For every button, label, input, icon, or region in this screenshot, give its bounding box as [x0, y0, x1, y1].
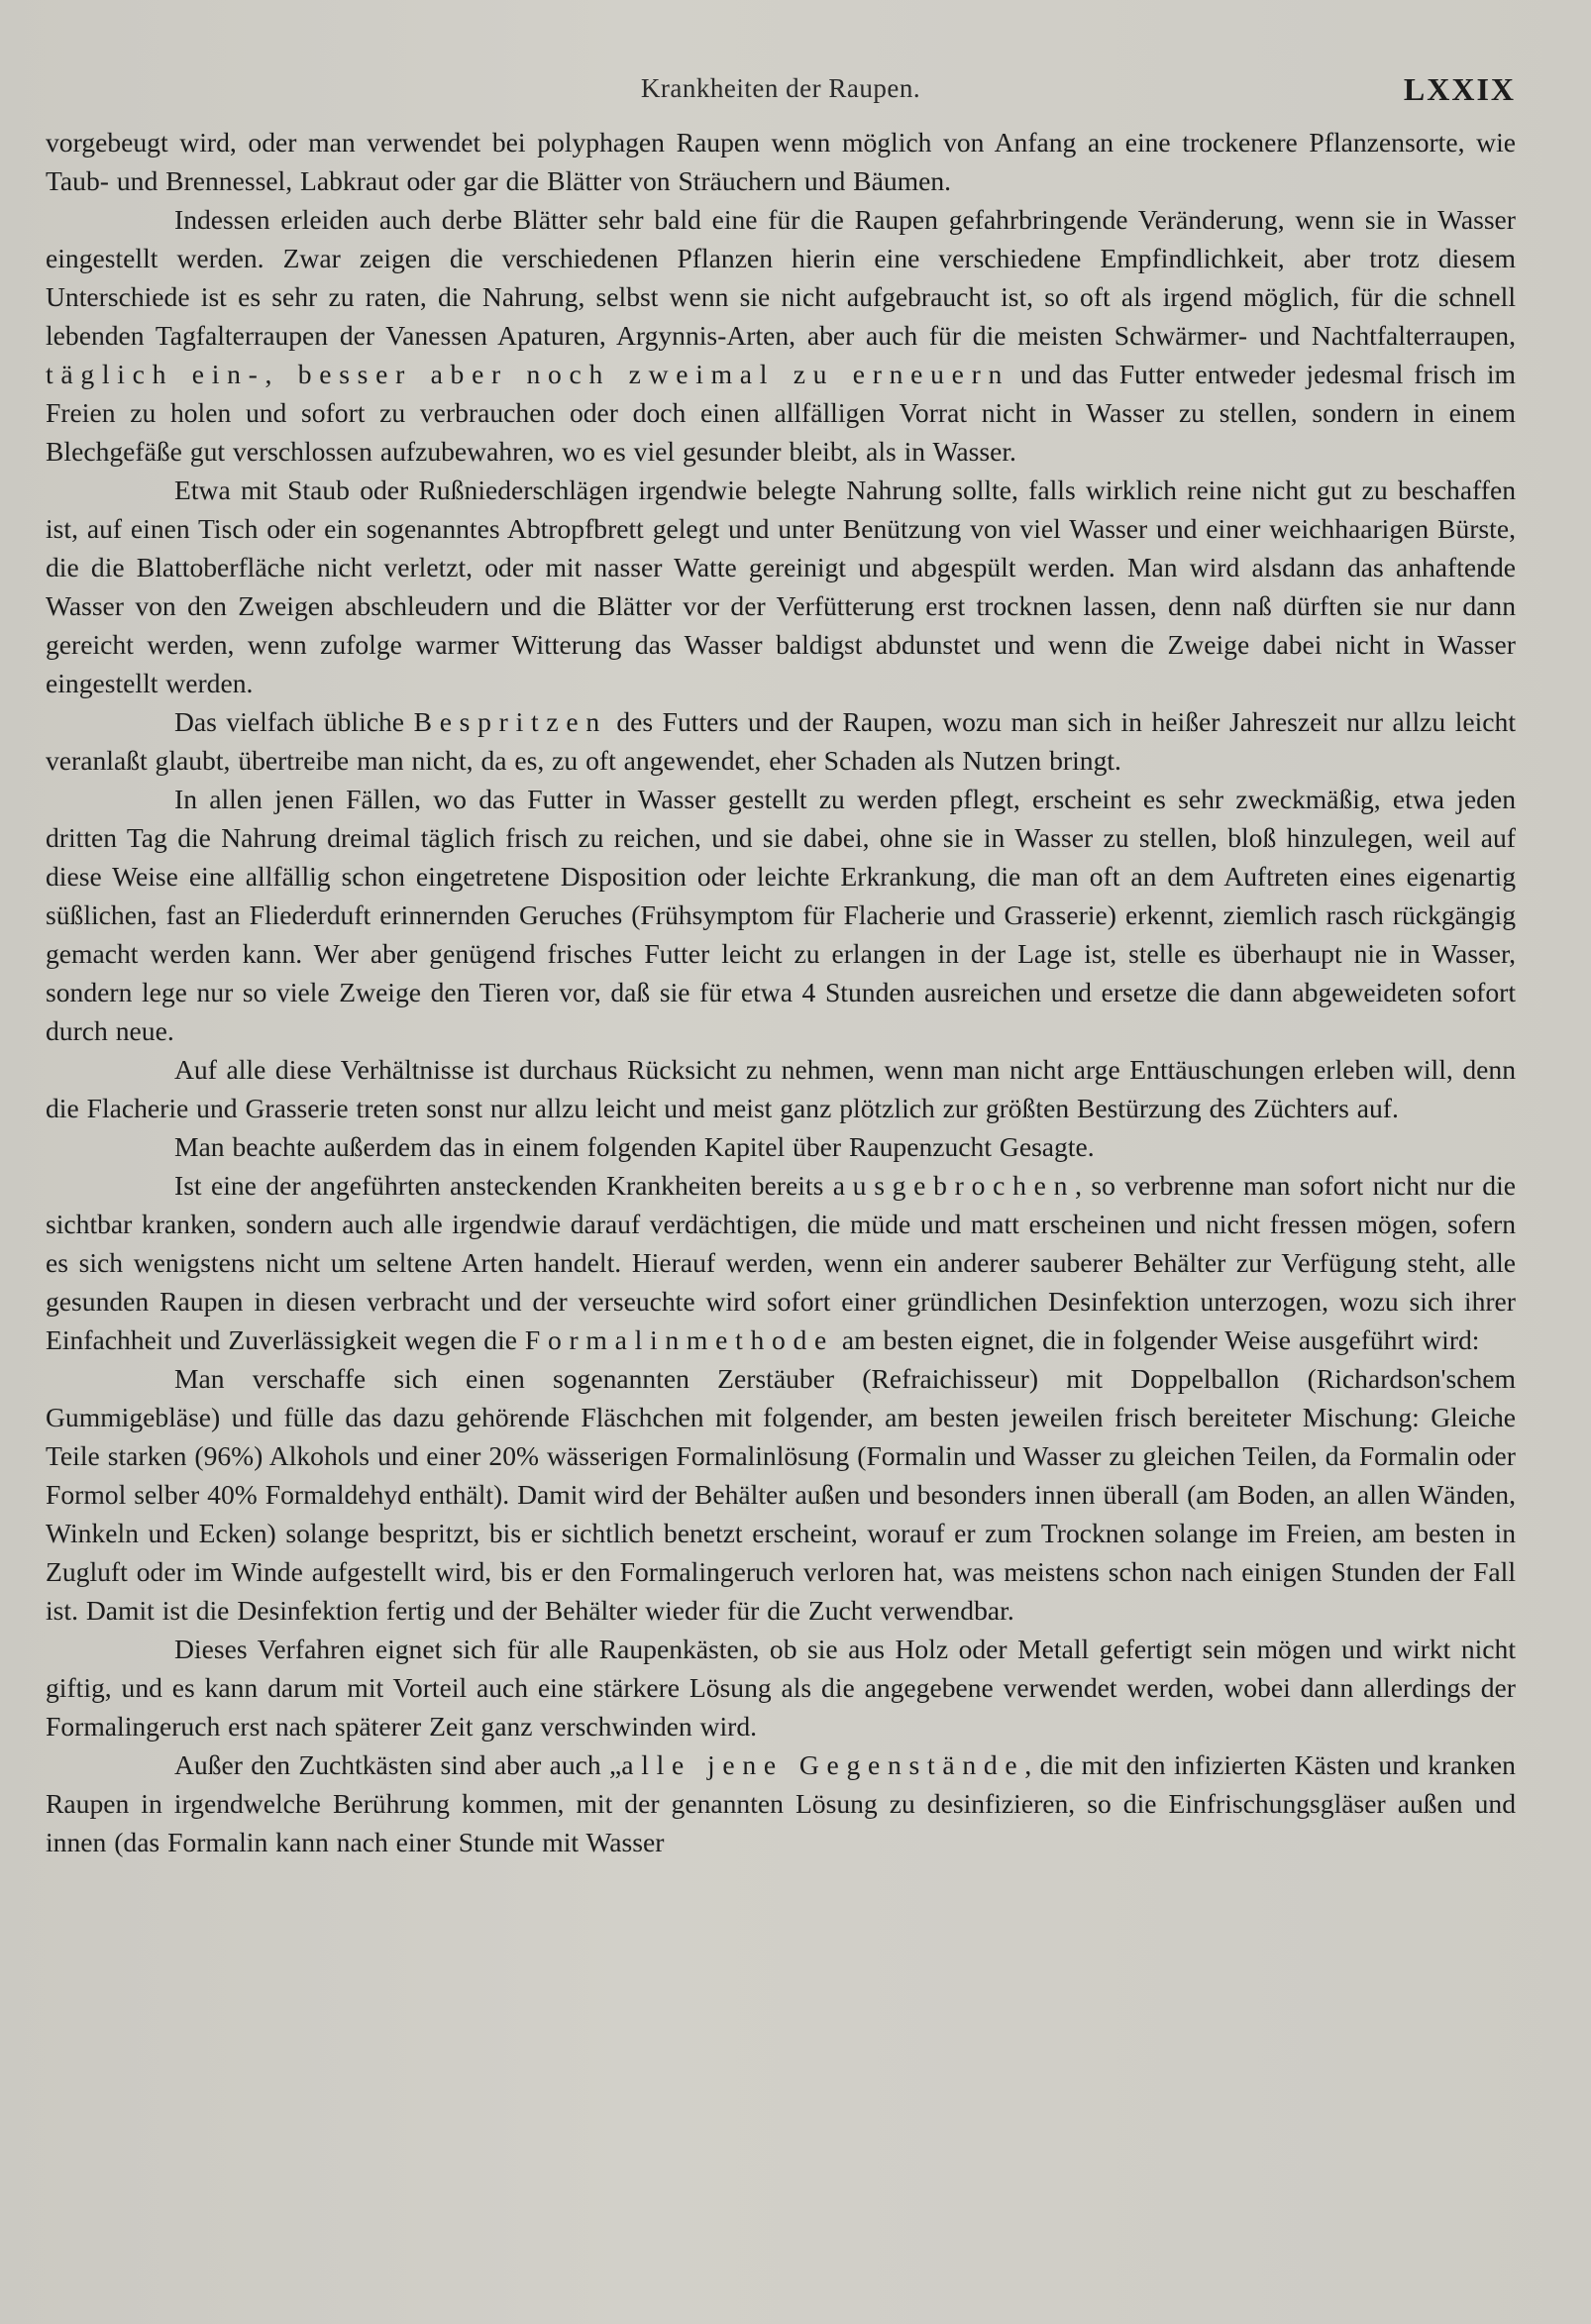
text-run: vorgebeugt wird, oder man verwendet bei polyphagen Raupen wenn möglich von Anfang an eine trockenere Pflanzensorte, wie Taub- und Brennessel, Labkraut oder gar die Blätter von Sträuchern und Bäumen.: [46, 127, 1516, 196]
text-run: Auf alle diese Verhältnisse ist durchaus Rücksicht zu nehmen, wenn man nicht arge Enttäuschungen erleben will, denn die Flacherie und Grasserie treten sonst nur allzu leicht und meist ganz plötzlich zur größten Bestürzung des Züchters auf.: [46, 1054, 1516, 1123]
text-run: des Futters und der Raupen, wozu man sich in heißer Jahreszeit nur allzu leicht veranlaßt glaubt, übertreibe man nicht, da es, zu oft angewendet, eher Schaden als Nutzen bringt.: [46, 706, 1516, 776]
paragraph: [46, 1050, 1516, 1127]
paragraph: [46, 471, 1516, 702]
text-run: In allen jenen Fällen, wo das Futter in Wasser gestellt zu werden pflegt, erscheint es sehr zweckmäßig, etwa jeden dritten Tag die Nahrung dreimal täglich frisch zu reichen, und sie dabei, ohne sie in Wasser zu stellen, bloß hinzulegen, weil auf diese Weise eine allfällig schon eingetretene Disposition oder leichte Erkrankung, die man oft an dem Auftreten eines eigenartig süßlichen, fast an Fliederduft erinnernden Geruches (Frühsymptom für Flacherie und Grasserie) erkennt, ziemlich rasch rückgängig gemacht werden kann. Wer aber genügend frisches Futter leicht zu erlangen in der Lage ist, stelle es überhaupt nie in Wasser, sondern lege nur so viele Zweige den Tieren vor, daß sie für etwa 4 Stunden ausreichen und ersetze die dann abgeweideten sofort durch neue.: [46, 784, 1516, 1046]
text-run: Ist eine der angeführten ansteckenden Krankheiten bereits: [174, 1170, 833, 1201]
text-run: Man beachte außerdem das in einem folgenden Kapitel über Raupenzucht Gesagte.: [174, 1131, 1095, 1162]
text-run: Außer den Zuchtkästen sind aber auch „: [174, 1749, 622, 1780]
paragraph: [46, 1745, 1516, 1861]
paragraph: [46, 1359, 1516, 1630]
text-run: Das vielfach übliche: [174, 706, 414, 737]
spaced-emphasis: Bespritzen: [413, 706, 607, 737]
text-run: und das Futter entweder jedesmal frisch im Freien zu holen und sofort zu verbrauchen oder doch einen allfälligen Vorrat nicht in Wasser zu stellen, sondern in einem Blechgefäße gut verschlossen aufzubewahren, wo es viel gesunder bleibt, als in Wasser.: [46, 359, 1517, 467]
paragraph: [46, 1127, 1516, 1166]
text-run: Etwa mit Staub oder Rußniederschlägen irgendwie belegte Nahrung sollte, falls wirklich reine nicht gut zu beschaffen ist, auf einen Tisch oder ein sogenanntes Abtropfbrett gelegt und unter Benützung von viel Wasser und einer weichhaarigen Bürste, die die Blattoberfläche nicht verletzt, oder mit nasser Watte gereinigt und abgespült werden. Man wird alsdann das anhaftende Wasser von den Zweigen abschleudern und die Blätter vor der Verfütterung erst trocknen lassen, denn naß dürften sie nur dann gereicht werden, wenn zufolge warmer Witterung das Wasser baldigst abdunstet und wenn die Zweige dabei nicht in Wasser eingestellt werden.: [46, 475, 1516, 698]
paragraph: [46, 200, 1516, 471]
text-run: Man verschaffe sich einen sogenannten Zerstäuber (Refraichisseur) mit Doppelballon (Richardson'schem Gummigebläse) und fülle das dazu gehörende Fläschchen mit folgender, am besten jeweilen frisch bereiteter Mischung: Gleiche Teile starken (96%) Alkohols und einer 20% wässerigen Formalinlösung (Formalin und Wasser zu gleichen Teilen, da Formalin oder Formol selber 40% Formaldehyd enthält). Damit wird der Behälter außen und besonders innen überall (am Boden, an allen Wänden, Winkeln und Ecken) solange bespritzt, bis er sichtlich benetzt erscheint, worauf er zum Trocknen solange im Freien, am besten in Zugluft oder im Winde aufgestellt wird, bis er den Formalingeruch verloren hat, was meistens schon nach einigen Stunden der Fall ist. Damit ist die Desinfektion fertig und der Behälter wieder für die Zucht verwendbar.: [46, 1363, 1516, 1626]
text-run: , die mit den infizierten Kästen und kranken Raupen in irgendwelche Berührung kommen, mit der genannten Lösung zu desinfizieren, so die Einfrischungsgläser außen und innen (das Formalin kann nach einer Stunde mit Wasser: [46, 1749, 1516, 1857]
spaced-emphasis: alle jene Gegenstände: [621, 1749, 1025, 1780]
text-run: am besten eignet, die in folgender Weise ausgeführt wird:: [834, 1324, 1480, 1355]
text-run: , so verbrenne man sofort nicht nur die sichtbar kranken, sondern auch alle irgendwie darauf verdächtigen, die müde und matt erscheinen und nicht fressen mögen, sofern es sich wenigstens nicht um seltene Arten handelt. Hierauf werden, wenn ein anderer sauberer Behälter zur Verfügung steht, alle gesunden Raupen in diesen verbracht und der verseuchte wird sofort einer gründlichen Desinfektion unterzogen, wozu sich ihrer Einfachheit und Zuverlässigkeit wegen die: [46, 1170, 1516, 1355]
paragraph: [46, 780, 1516, 1050]
page-header: [46, 73, 1516, 113]
spaced-emphasis: täglich ein-, besser aber noch zweimal zu erneuern: [46, 359, 1010, 389]
spaced-emphasis: ausgebrochen: [832, 1170, 1076, 1201]
paragraph: [46, 702, 1516, 780]
spaced-emphasis: Formalinmethode: [524, 1324, 835, 1355]
text-run: Indessen erleiden auch derbe Blätter sehr bald eine für die Raupen gefahrbringende Veränderung, wenn sie in Wasser eingestellt werden. Zwar zeigen die verschiedenen Pflanzen hierin eine verschiedene Empfindlichkeit, aber trotz diesem Unterschiede ist es sehr zu raten, die Nahrung, selbst wenn sie nicht aufgebraucht ist, so oft als irgend möglich, für die schnell lebenden Tagfalterraupen der Vanessen Apaturen, Argynnis-Arten, aber auch für die meisten Schwärmer- und Nachtfalterraupen,: [46, 204, 1516, 351]
paragraph: [46, 123, 1516, 200]
paragraph: [46, 1630, 1516, 1745]
running-title: Krankheiten der Raupen.: [640, 73, 921, 103]
page-number: LXXIX: [1403, 71, 1516, 107]
body-text: [46, 123, 1516, 1861]
paragraph: [46, 1166, 1516, 1359]
text-run: Dieses Verfahren eignet sich für alle Raupenkästen, ob sie aus Holz oder Metall gefertigt sein mögen und wirkt nicht giftig, und es kann darum mit Vorteil auch eine stärkere Lösung als die angegebene verwendet werden, wobei dann allerdings der Formalingeruch erst nach späterer Zeit ganz verschwinden wird.: [46, 1634, 1516, 1742]
